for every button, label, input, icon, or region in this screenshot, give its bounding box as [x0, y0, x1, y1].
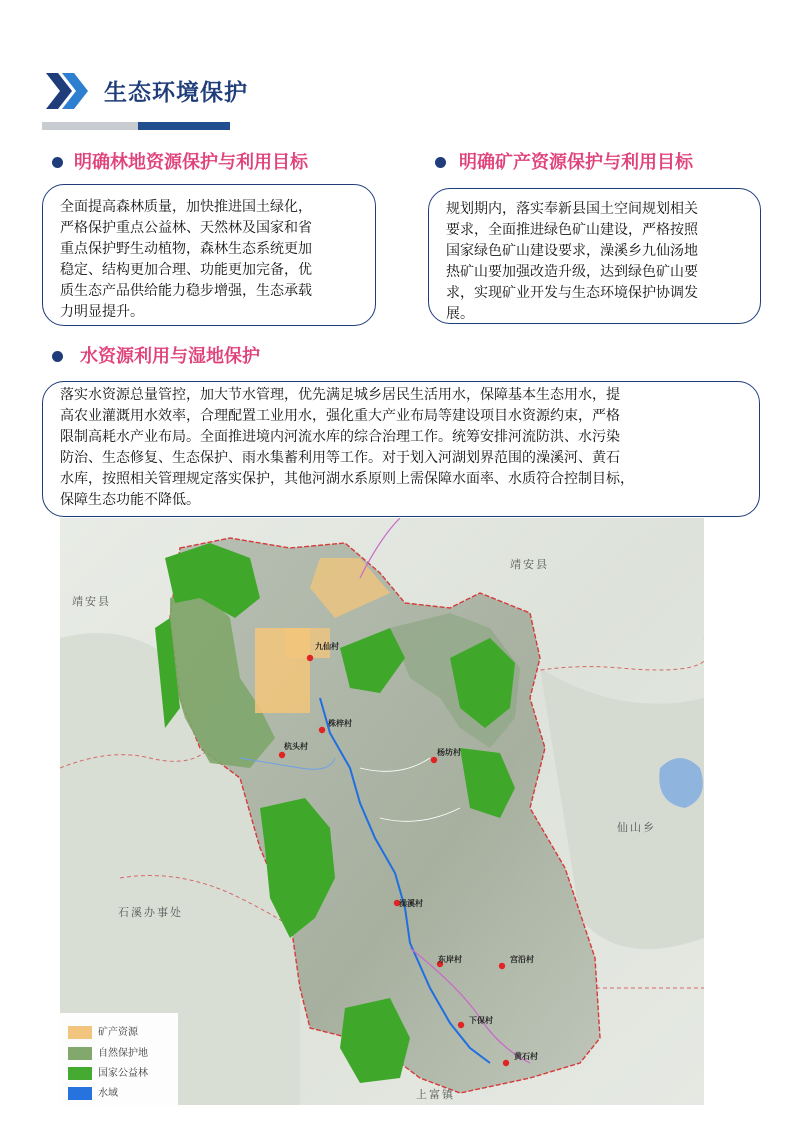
county-label: 仙山乡 — [617, 821, 656, 834]
section-heading-mineral: 明确矿产资源保护与利用目标 — [459, 152, 693, 173]
county-label: 上富镇 — [416, 1088, 455, 1101]
text-line: 重点保护野生动植物，森林生态系统更加 — [60, 241, 312, 257]
village-label: 东岸村 — [438, 955, 462, 964]
text-line: 严格保护重点公益林、天然林及国家和省 — [60, 220, 312, 236]
map-legend — [60, 1013, 178, 1105]
village-label: 宫沿村 — [510, 955, 534, 964]
forest-text-box — [42, 184, 376, 326]
legend-label: 国家公益林 — [98, 1068, 148, 1079]
legend-label: 矿产资源 — [98, 1027, 138, 1038]
title-underline-grey — [42, 122, 138, 130]
text-line: 热矿山要加强改造升级，达到绿色矿山要 — [446, 264, 698, 280]
text-line: 落实水资源总量管控，加大节水管理，优先满足城乡居民生活用水，保障基本生态用水，提 — [60, 387, 620, 403]
double-chevron-right-icon — [46, 73, 90, 109]
text-line: 高农业灌溉用水效率，合理配置工业用水，强化重大产业布局等建设项目水资源约束，严格 — [60, 408, 620, 424]
text-line: 国家绿色矿山建设要求，澡溪乡九仙汤地 — [446, 243, 698, 259]
legend-item-mineral — [68, 1023, 138, 1039]
water-text-box — [42, 381, 760, 517]
village-label: 下保村 — [469, 1016, 493, 1025]
text-line: 全面提高森林质量，加快推进国土绿化， — [60, 199, 312, 215]
county-label: 靖安县 — [510, 558, 549, 571]
village-marker — [458, 1022, 464, 1028]
legend-swatch — [68, 1047, 92, 1060]
text-line: 规划期内，落实奉新县国土空间规划相关 — [446, 201, 698, 217]
page-title: 生态环境保护 — [104, 80, 248, 106]
mineral-text-box — [428, 188, 761, 324]
village-label: 杨坊村 — [437, 748, 461, 757]
legend-label: 水域 — [98, 1088, 118, 1099]
legend-item-forest — [68, 1064, 148, 1080]
text-line: 水库，按照相关管理规定落实保护，其他河湖水系原则上需保障水面率、水质符合控制目标， — [60, 471, 634, 487]
text-line: 求，实现矿业开发与生态环境保护协调发 — [446, 285, 698, 301]
text-line: 力明显提升。 — [60, 304, 144, 320]
legend-swatch — [68, 1067, 92, 1080]
village-label: 九仙村 — [315, 642, 339, 651]
legend-swatch — [68, 1026, 92, 1039]
county-label: 靖安县 — [72, 595, 111, 608]
text-line: 展。 — [446, 306, 474, 322]
village-label: 杭头村 — [284, 742, 308, 751]
village-label: 黄石村 — [514, 1052, 538, 1061]
village-marker — [307, 655, 313, 661]
county-label: 石溪办事处 — [118, 906, 183, 919]
legend-item-reserve — [68, 1044, 148, 1060]
text-line: 限制高耗水产业布局。全面推进境内河流水库的综合治理工作。统筹安排河流防洪、水污染 — [60, 429, 620, 445]
village-marker — [499, 963, 505, 969]
bullet-dot — [52, 157, 63, 168]
section-heading-forest: 明确林地资源保护与利用目标 — [74, 152, 308, 173]
text-line: 要求，全面推进绿色矿山建设，严格按照 — [446, 222, 698, 238]
bullet-dot — [435, 157, 446, 168]
village-marker — [279, 752, 285, 758]
section-heading-water: 水资源利用与湿地保护 — [80, 346, 260, 367]
legend-swatch — [68, 1087, 92, 1100]
village-label: 澡溪村 — [399, 899, 423, 908]
title-underline-blue — [138, 122, 230, 130]
legend-item-water — [68, 1084, 118, 1100]
text-line: 防治、生态修复、生态保护、雨水集蓄利用等工作。对于划入河湖划界范围的澡溪河、黄石 — [60, 450, 620, 466]
legend-label: 自然保护地 — [98, 1048, 148, 1059]
text-line: 稳定、结构更加合理、功能更加完备，优 — [60, 262, 312, 278]
village-label: 株梓村 — [328, 719, 352, 728]
bullet-dot — [52, 351, 63, 362]
village-marker — [503, 1060, 509, 1066]
text-line: 保障生态功能不降低。 — [60, 492, 200, 508]
village-marker — [319, 727, 325, 733]
text-line: 质生态产品供给能力稳步增强，生态承载 — [60, 283, 312, 299]
